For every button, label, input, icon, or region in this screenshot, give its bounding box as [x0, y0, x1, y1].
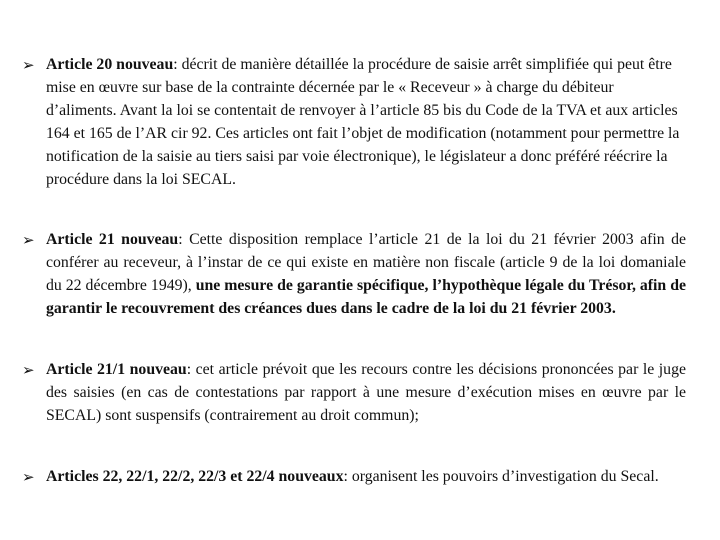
- arrow-bullet-icon: ➢: [22, 56, 35, 74]
- article-21-1-bullet: [22, 358, 686, 427]
- article-20-paragraph: Article 20 nouveau: décrit de manière détaillée la procédure de saisie arrêt simplifiée qui peut être mise en œuvre sur base de la contrainte décernée par le « Receveur » à charge du débiteur d’aliments. Avant la loi se contentait de renvoyer à l’article 85 bis du Code de la TVA et aux articles 164 et 165 de l’AR cir 92. Ces articles ont fait l’objet de modification (notamment pour permettre la notification de la saisie au tiers saisi par voie électronique), le législateur a donc préféré réécrire la procédure dans la loi SECAL.: [46, 56, 680, 188]
- articles-22-text: organisent les pouvoirs d’investigation du Secal.: [351, 468, 659, 485]
- articles-22-bullet: [22, 465, 686, 488]
- articles-22-title: Articles 22, 22/1, 22/2, 22/3 et 22/4 nouveaux: [46, 468, 344, 485]
- articles-22-paragraph: Articles 22, 22/1, 22/2, 22/3 et 22/4 nouveaux: organisent les pouvoirs d’investigation du Secal.: [46, 468, 659, 485]
- article-20-bullet: [22, 53, 686, 191]
- article-21-bold-text: une mesure de garantie spécifique, l’hypothèque légale du Trésor, afin de garantir le recouvrement des créances dues dans le cadre de la loi du 21 février 2003.: [46, 277, 686, 317]
- article-20-title: Article 20 nouveau: [46, 56, 174, 73]
- article-21-bullet: [22, 228, 686, 320]
- arrow-bullet-icon: ➢: [22, 361, 35, 379]
- article-21-1-paragraph: Article 21/1 nouveau: cet article prévoit que les recours contre les décisions prononcées par le juge des saisies (en cas de contestations par rapport à une mesure d’exécution mises en œuvre par le SECAL) sont suspensifs (contrairement au droit commun);: [46, 361, 686, 424]
- article-21-1-title: Article 21/1 nouveau: [46, 361, 187, 378]
- article-21-title: Article 21 nouveau: [46, 231, 179, 248]
- article-21-text: Cette disposition remplace l’article 21 de la loi du 21 février 2003 afin de conférer au receveur, à l’instar de ce qui existe en matière non fiscale (article 9 de la loi domaniale du 22 décembre 1949),: [46, 231, 687, 294]
- arrow-bullet-icon: ➢: [22, 231, 35, 249]
- article-21-1-text: cet article prévoit que les recours contre les décisions prononcées par le juge des saisies (en cas de contestations par rapport à une mesure d’exécution mises en œuvre par le SECAL) sont suspensifs (contrairement au droit commun);: [46, 361, 686, 424]
- article-21-paragraph: Article 21 nouveau: Cette disposition remplace l’article 21 de la loi du 21 février 2003 afin de conférer au receveur, à l’instar de ce qui existe en matière non fiscale (article 9 de la loi domaniale du 22 décembre 1949), une mesure de garantie spécifique, l’hypothèque légale du Trésor, afin de garantir le recouvrement des créances dues dans le cadre de la loi du 21 février 2003.: [46, 231, 687, 317]
- arrow-bullet-icon: ➢: [22, 468, 35, 486]
- article-20-text: décrit de manière détaillée la procédure de saisie arrêt simplifiée qui peut être mise en œuvre sur base de la contrainte décernée par le « Receveur » à charge du débiteur d’aliments. Avant la loi se contentait de renvoyer à l’article 85 bis du Code de la TVA et aux articles 164 et 165 de l’AR cir 92. Ces articles ont fait l’objet de modification (notamment pour permettre la notification de la saisie au tiers saisi par voie électronique), le législateur a donc préféré réécrire la procédure dans la loi SECAL.: [46, 56, 680, 188]
